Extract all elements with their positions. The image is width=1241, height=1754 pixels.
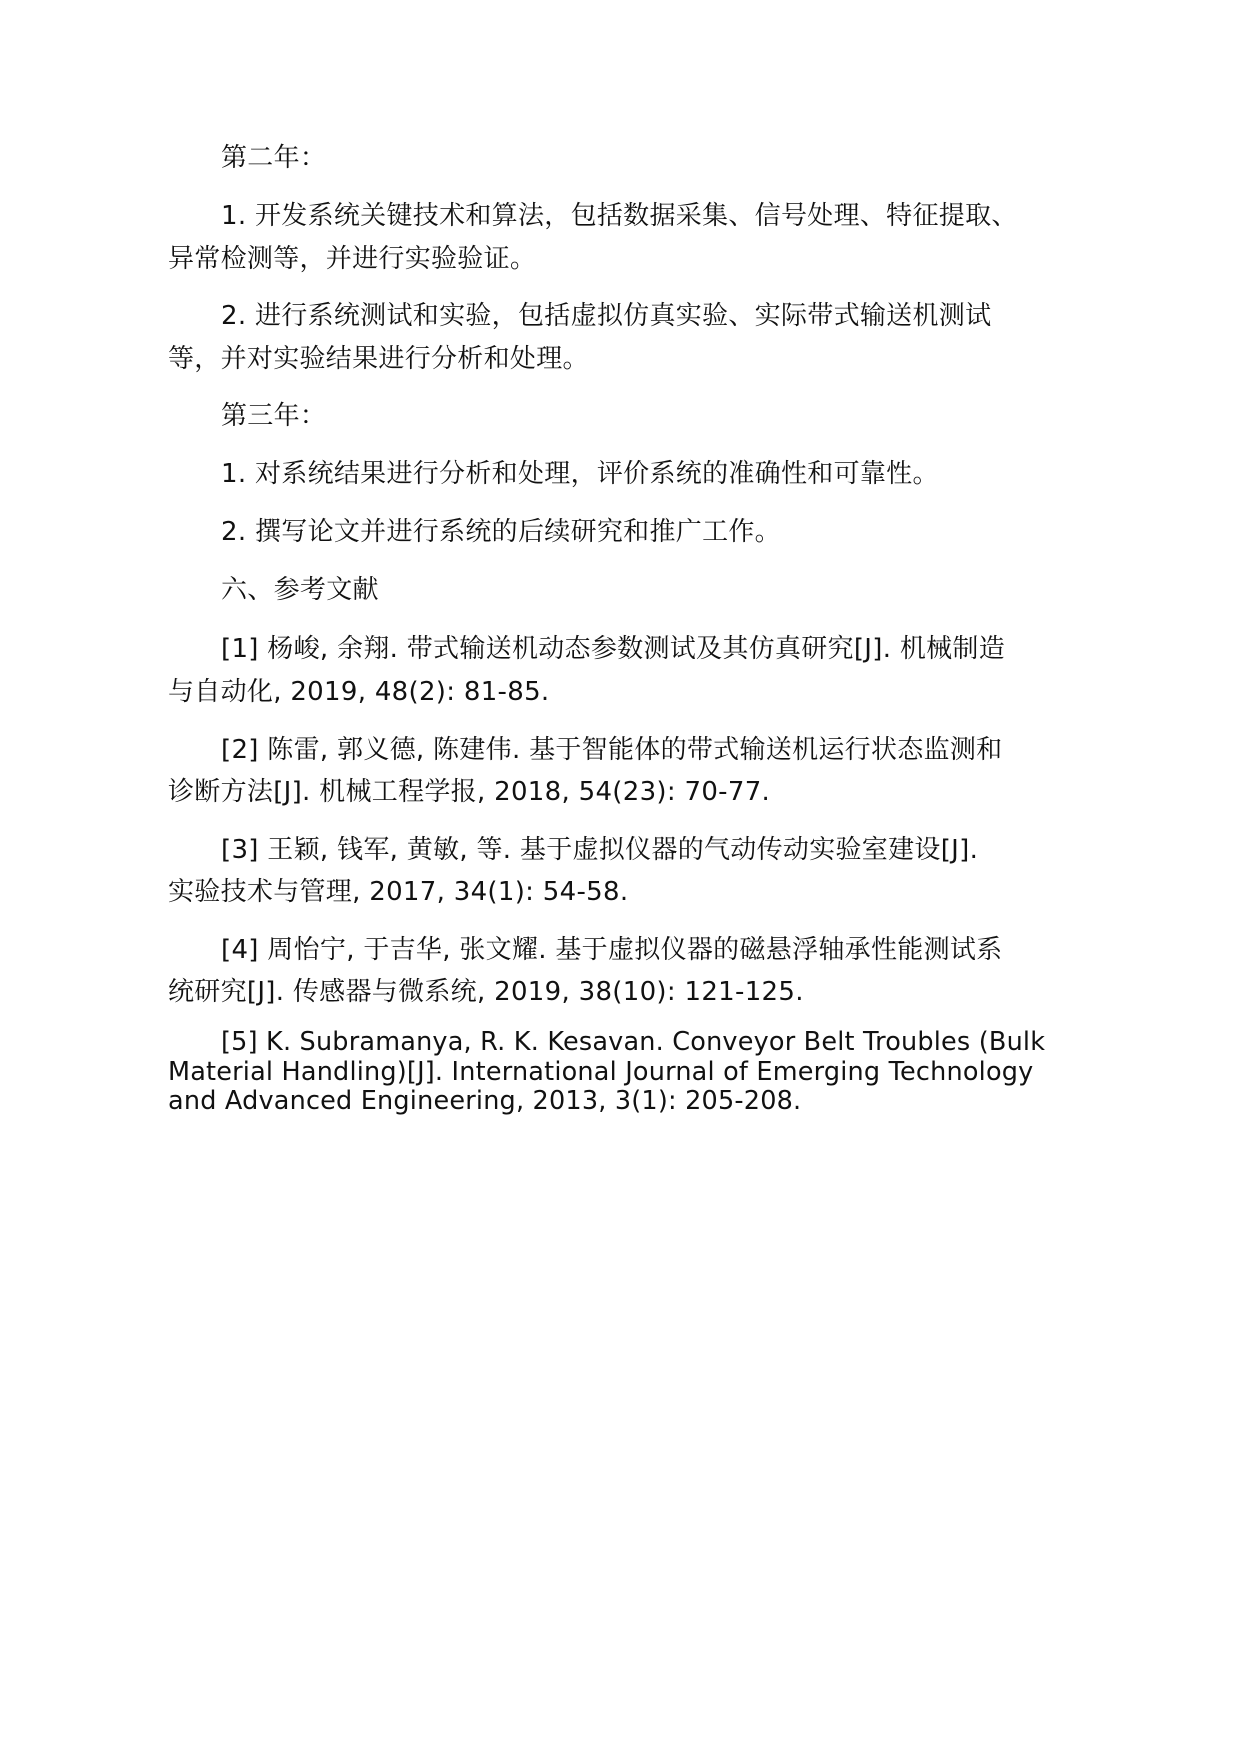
reference-5-line3: and Advanced Engineering, 2013, 3(1): 205-208. — [168, 1086, 802, 1116]
reference-4-line2: 统研究[J]. 传感器与微系统, 2019, 38(10): 121-125. — [168, 977, 804, 1007]
reference-5-line2: Material Handling)[J]. International Journal of Emerging Technology — [168, 1057, 1034, 1087]
reference-3-line1: [3] 王颖, 钱军, 黄敏, 等. 基于虚拟仪器的气动传动实验室建设[J]. — [221, 835, 979, 865]
reference-5-line1: [5] K. Subramanya, R. K. Kesavan. Conveyor Belt Troubles (Bulk — [221, 1027, 1046, 1057]
references-heading: 六、参考文献 — [221, 575, 379, 605]
year3-item1: 1. 对系统结果进行分析和处理，评价系统的准确性和可靠性。 — [221, 459, 939, 489]
year2-item1-line2: 异常检测等，并进行实验验证。 — [168, 244, 537, 274]
reference-4-line1: [4] 周怡宁, 于吉华, 张文耀. 基于虚拟仪器的磁悬浮轴承性能测试系 — [221, 935, 1003, 965]
reference-1-line2: 与自动化, 2019, 48(2): 81-85. — [168, 677, 550, 707]
year2-heading: 第二年： — [221, 143, 327, 173]
year3-item2: 2. 撰写论文并进行系统的后续研究和推广工作。 — [221, 517, 781, 547]
year2-item1-line1: 1. 开发系统关键技术和算法，包括数据采集、信号处理、特征提取、 — [221, 201, 1018, 231]
reference-2-line2: 诊断方法[J]. 机械工程学报, 2018, 54(23): 70-77. — [168, 777, 771, 807]
year3-heading: 第三年： — [221, 401, 327, 431]
year2-item2-line1: 2. 进行系统测试和实验，包括虚拟仿真实验、实际带式输送机测试 — [221, 301, 992, 331]
reference-3-line2: 实验技术与管理, 2017, 34(1): 54-58. — [168, 877, 629, 907]
reference-2-line1: [2] 陈雷, 郭义德, 陈建伟. 基于智能体的带式输送机运行状态监测和 — [221, 735, 1003, 765]
reference-1-line1: [1] 杨峻, 余翔. 带式输送机动态参数测试及其仿真研究[J]. 机械制造 — [221, 634, 1006, 664]
year2-item2-line2: 等，并对实验结果进行分析和处理。 — [168, 344, 589, 374]
